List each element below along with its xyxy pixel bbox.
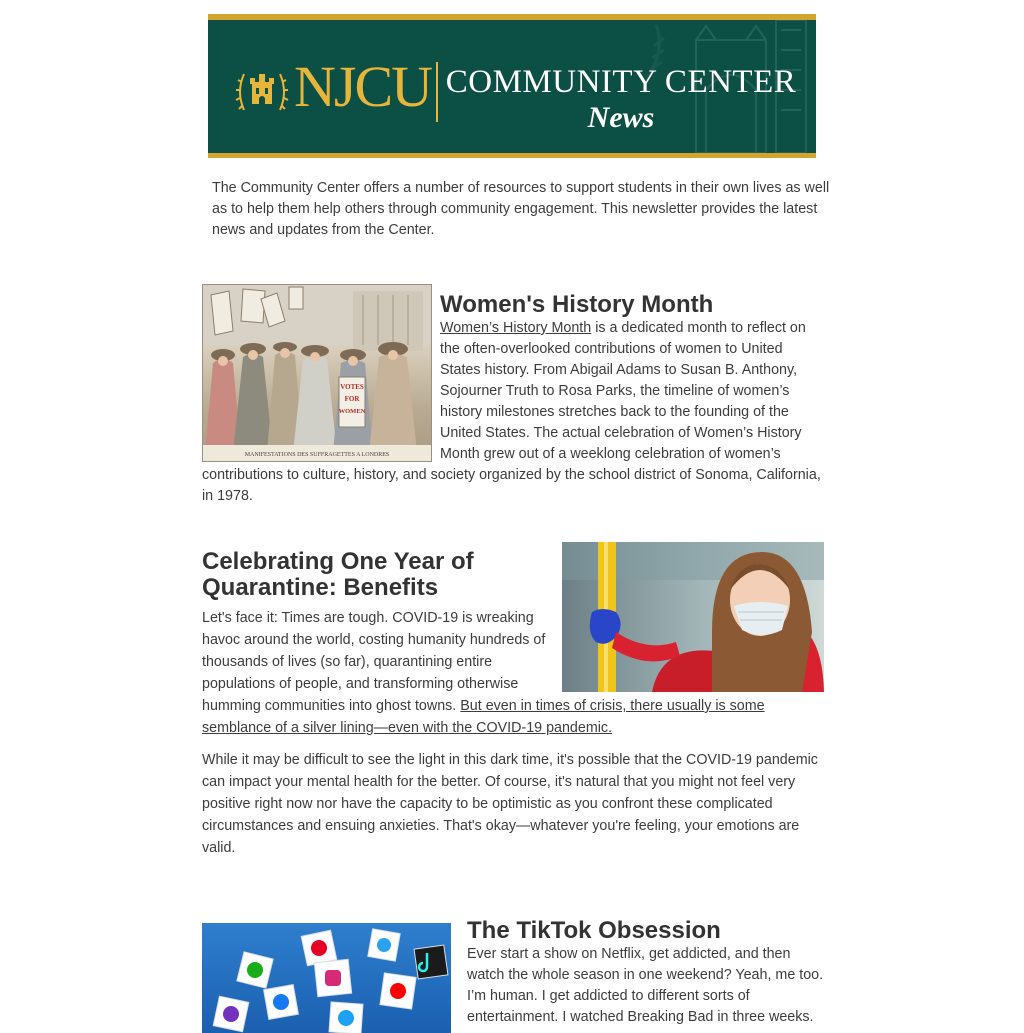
masked-woman-photo bbox=[562, 542, 824, 692]
social-media-cubes-art bbox=[202, 923, 451, 1033]
article-body-paragraph-2: While it may be difficult to see the light in this dark time, it's possible that the COVID-19 pandemic can impact your mental health for the better. Of course, it's natural that you might not feel very positive right now nor have the capacity to be optimistic as you confront these complicated circumstances and ensuing anxieties. That's okay—whatever you're feeling, your emotions are valid. bbox=[202, 752, 818, 856]
news-subtitle: News bbox=[587, 101, 655, 134]
article-body-text: is a dedicated month to reflect on the often-overlooked contributions of women to United States history. From Abigail Adams to Susan B. Anthony, Sojourner Truth to Rosa Parks, the timeline of women’s history milestones stretches back to the founding of the United States. The actual celebration of Women’s History Month grew out of a weeklong celebration of women’s contributions to culture, history, and society organized by the school district of Sonoma, California, in 1978. bbox=[202, 320, 821, 504]
article-tiktok bbox=[202, 918, 824, 1033]
njcu-crest-icon bbox=[234, 64, 290, 120]
womens-history-month-link[interactable]: Women’s History Month bbox=[440, 320, 592, 336]
suffragette-illustration bbox=[202, 284, 432, 462]
article-quarantine bbox=[202, 549, 824, 859]
masked-woman-photo-art bbox=[562, 542, 824, 692]
article-title: The TikTok Obsession bbox=[467, 917, 721, 944]
njcu-logo-text: NJCU bbox=[294, 54, 432, 119]
article-body: Ever start a show on Netflix, get addicted, and then watch the whole season in one weekend? Yeah, me too. I’m human. I get addicted to different sorts of entertainment. I watched Breaking Bad in three weeks. bbox=[467, 946, 824, 1025]
intro-paragraph: The Community Center offers a number of resources to support students in their own lives as well as to help them help others through community engagement. This newsletter provides the latest news and updates from the Center. bbox=[212, 180, 830, 238]
sign-text: VOTES bbox=[340, 383, 364, 391]
logo-divider bbox=[436, 62, 438, 122]
suffragette-illustration-art bbox=[203, 285, 431, 461]
article-body-text: Let's face it: Times are tough. COVID-19 is wreaking havoc around the world, costing humanity hundreds of thousands of lives (so far), quarantining entire populations of people, and transforming otherwise humming communities into ghost towns. bbox=[202, 610, 546, 714]
illustration-caption: MANIFESTATIONS DES SUFFRAGETTES A LONDRES bbox=[244, 452, 390, 458]
header-banner bbox=[208, 14, 816, 158]
social-media-cubes-photo bbox=[202, 923, 451, 1033]
sign-text: FOR bbox=[344, 395, 360, 403]
article-womens-history bbox=[202, 292, 824, 507]
community-center-title: COMMUNITY CENTER bbox=[445, 64, 797, 100]
silver-lining-link[interactable]: But even in times of crisis, there usually is some semblance of a silver lining—even with the COVID-19 pandemic. bbox=[202, 698, 765, 736]
article-title: Women's History Month bbox=[440, 291, 714, 318]
sign-text: WOMEN bbox=[338, 408, 366, 415]
article-title: Celebrating One Year of Quarantine: Benefits bbox=[202, 548, 474, 601]
